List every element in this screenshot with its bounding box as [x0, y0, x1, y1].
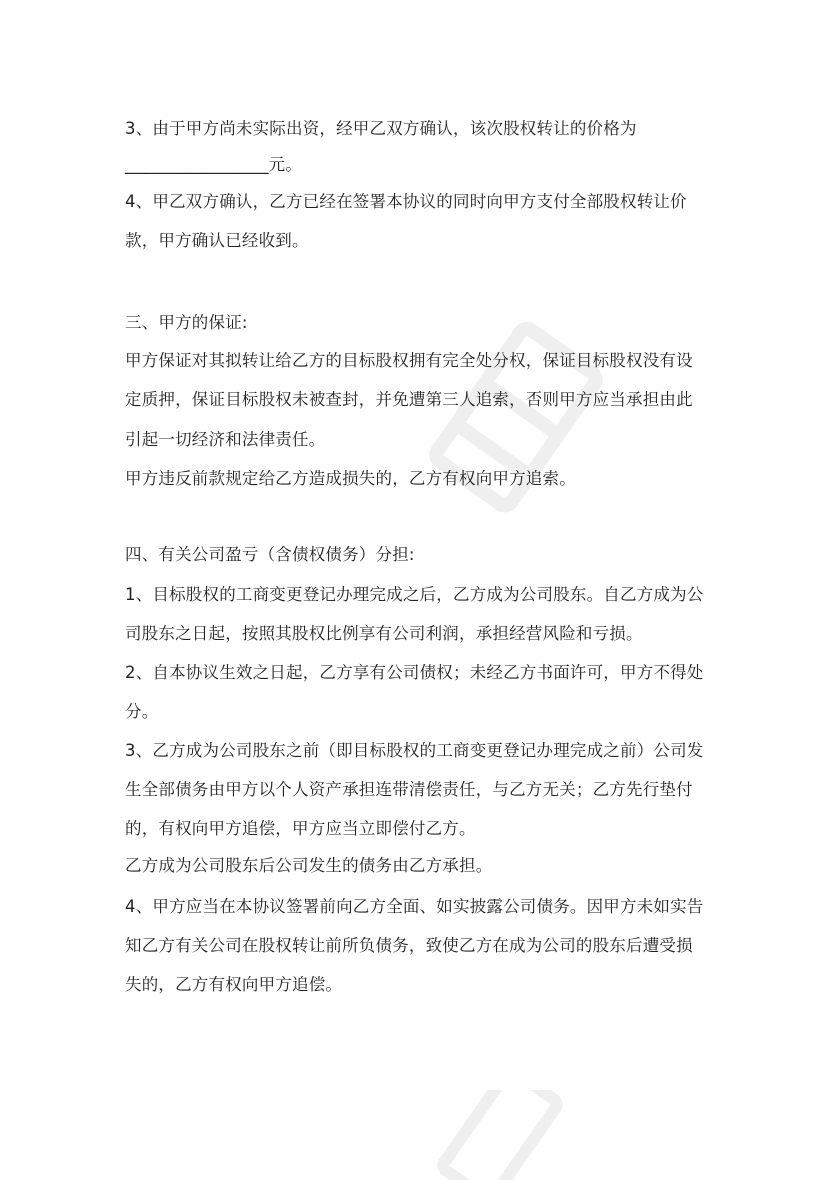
section4-heading: 四、有关公司盈亏（含债权债务）分担:: [125, 545, 415, 564]
section4-item3-line3: 的，有权向甲方追偿，甲方应当立即偿付乙方。: [125, 819, 476, 838]
watermark-graphic-bottom: [420, 1090, 580, 1180]
section4-item4-line2: 知乙方有关公司在股权转让前所负债务，致使乙方在成为公司的股东后遭受损: [125, 936, 693, 955]
section3-para1-line2: 定质押，保证目标股权未被查封，并免遭第三人追索，否则甲方应当承担由此: [125, 390, 693, 409]
section4-item2-line2: 分。: [125, 702, 159, 721]
section3-heading: 三、甲方的保证:: [125, 313, 248, 332]
section2-item4-line1: 4、甲乙双方确认，乙方已经在签署本协议的同时向甲方支付全部股权转让价: [125, 192, 687, 211]
section4-item3-para2: 乙方成为公司股东后公司发生的债务由乙方承担。: [125, 856, 493, 875]
section2-item4-line2: 款，甲方确认已经收到。: [125, 231, 309, 250]
section4-item1-line2: 司股东之日起，按照其股权比例享有公司利润，承担经营风险和亏损。: [125, 624, 643, 643]
watermark-graphic: [420, 300, 620, 540]
section4-item3-line2: 生全部债务由甲方以个人资产承担连带清偿责任，与乙方无关；乙方先行垫付: [125, 780, 693, 799]
section3-para1-line3: 引起一切经济和法律责任。: [125, 430, 326, 449]
section4-item2-line1: 2、自本协议生效之日起，乙方享有公司债权；未经乙方书面许可，甲方不得处: [125, 663, 704, 682]
section4-item1-line1: 1、目标股权的工商变更登记办理完成之后，乙方成为公司股东。自乙方成为公: [125, 585, 704, 604]
section4-item4-line1: 4、甲方应当在本协议签署前向乙方全面、如实披露公司债务。因甲方未如实告: [125, 897, 704, 916]
section2-item3-line2: _________________元。: [125, 155, 303, 174]
section3-para2: 甲方违反前款规定给乙方造成损失的，乙方有权向甲方追索。: [125, 469, 576, 488]
section2-item3-line1: 3、由于甲方尚未实际出资，经甲乙双方确认，该次股权转让的价格为: [125, 119, 637, 138]
section3-para1-line1: 甲方保证对其拟转让给乙方的目标股权拥有完全处分权，保证目标股权没有设: [125, 351, 693, 370]
section4-item3-line1: 3、乙方成为公司股东之前（即目标股权的工商变更登记办理完成之前）公司发: [125, 741, 704, 760]
section4-item4-line3: 失的，乙方有权向甲方追偿。: [125, 975, 343, 994]
